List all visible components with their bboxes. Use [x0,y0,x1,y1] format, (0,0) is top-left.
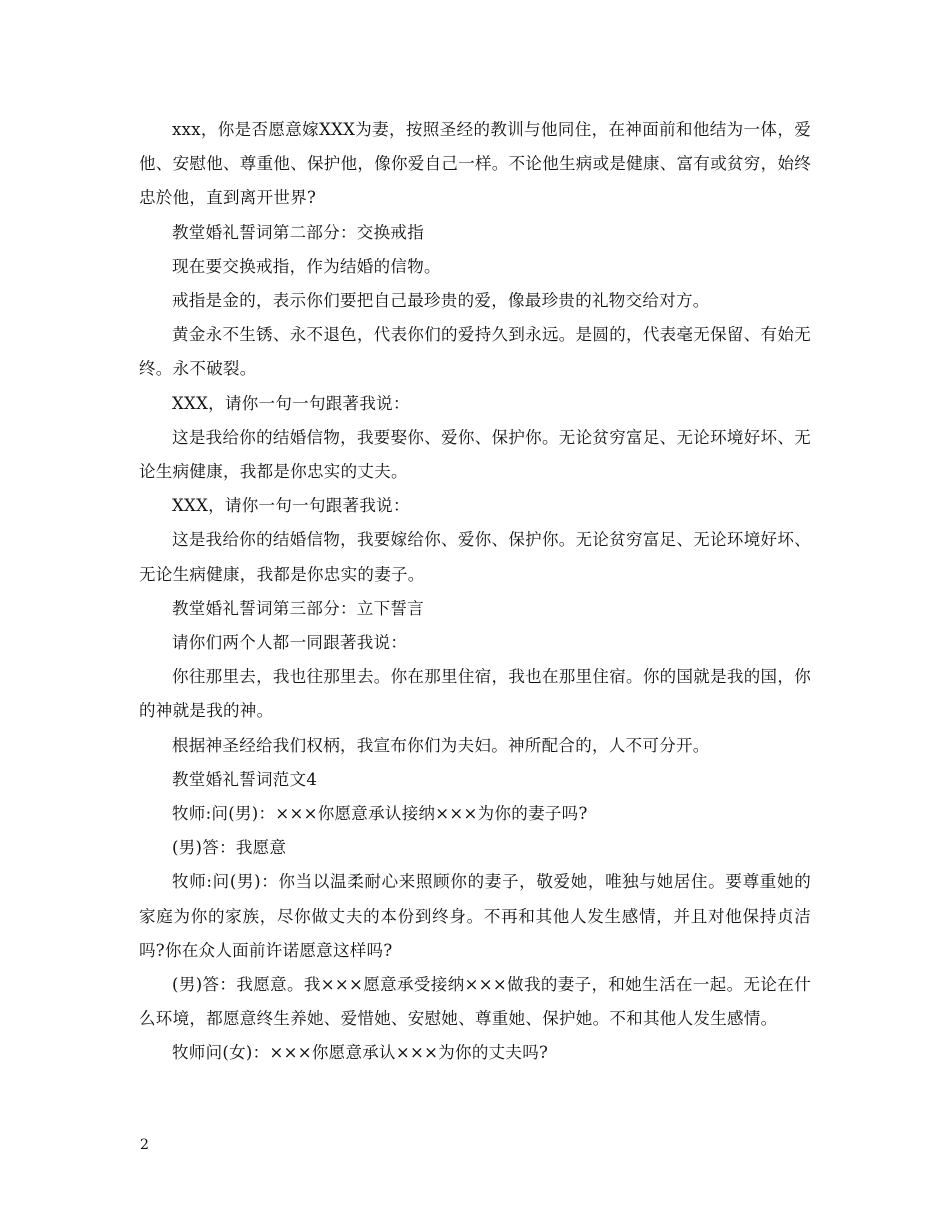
paragraph-pastor-asks-groom: 牧师:问(男)：×××你愿意承认接纳×××为你的妻子吗? [172,804,588,824]
paragraph-couple-vow: 你往那里去，我也往那里去。你在那里住宿，我也在那里住宿。你的国就是我的国，你的神就是我的神。 [139,667,811,721]
paragraph-groom-full-answer: (男)答：我愿意。我×××愿意承受接纳×××做我的妻子，和她生活在一起。无论在什么环境，都愿意终生养她、爱惜她、安慰她、尊重她、保护她。不和其他人发生感情。 [139,975,811,1029]
paragraph-groom-answers: (男)答：我愿意 [172,838,287,858]
heading-sample-four: 教堂婚礼誓词范文4 [172,769,318,789]
paragraph-pastor-asks-bride: 牧师问(女)：×××你愿意承认×××为你的丈夫吗? [172,1043,549,1063]
paragraph-vow-bride-question: xxx，你是否愿意嫁XXX为妻，按照圣经的教训与他同住，在神面前和他结为一体，爱他、安慰他、尊重他、保护他，像你爱自己一样。不论他生病或是健康、富有或贫穷，始终忠於他，直到离开世界? [139,120,811,208]
paragraph-bride-repeat-prompt: XXX，请你一句一句跟著我说： [172,496,410,516]
page-number: 2 [140,1137,149,1153]
heading-part-two-ring-exchange: 教堂婚礼誓词第二部分：交换戒指 [172,222,424,242]
paragraph-ring-gold-meaning: 戒指是金的，表示你们要把自己最珍贵的爱，像最珍贵的礼物交给对方。 [172,291,710,311]
paragraph-groom-ring-vow: 这是我给你的结婚信物，我要娶你、爱你、保护你。无论贫穷富足、无论环境好坏、无论生病健康，我都是你忠实的丈夫。 [139,427,811,482]
heading-part-three-vows: 教堂婚礼誓词第三部分：立下誓言 [172,598,424,618]
document-body [139,113,811,1071]
paragraph-pastor-asks-groom-duties: 牧师:问(男)：你当以温柔耐心来照顾你的妻子，敬爱她，唯独与她居住。要尊重她的家庭为你的家族，尽你做丈夫的本份到终身。不再和其他人发生感情，并且对他保持贞洁吗?你在众人面前许诺愿意这样吗? [139,872,811,960]
paragraph-ring-eternal-meaning: 黄金永不生锈、永不退色，代表你们的爱持久到永远。是圆的，代表毫无保留、有始无终。永不破裂。 [139,325,811,379]
paragraph-groom-repeat-prompt: XXX，请你一句一句跟著我说： [172,393,410,413]
paragraph-bride-ring-vow: 这是我给你的结婚信物，我要嫁给你、爱你、保护你。无论贫穷富足、无论环境好坏、无论生病健康，我都是你忠实的妻子。 [139,530,811,584]
paragraph-pronouncement: 根据神圣经给我们权柄，我宣布你们为夫妇。神所配合的，人不可分开。 [172,735,710,755]
paragraph-ring-exchange-intro: 现在要交换戒指，作为结婚的信物。 [172,256,441,276]
paragraph-couple-repeat-prompt: 请你们两个人都一同跟著我说： [172,633,408,653]
